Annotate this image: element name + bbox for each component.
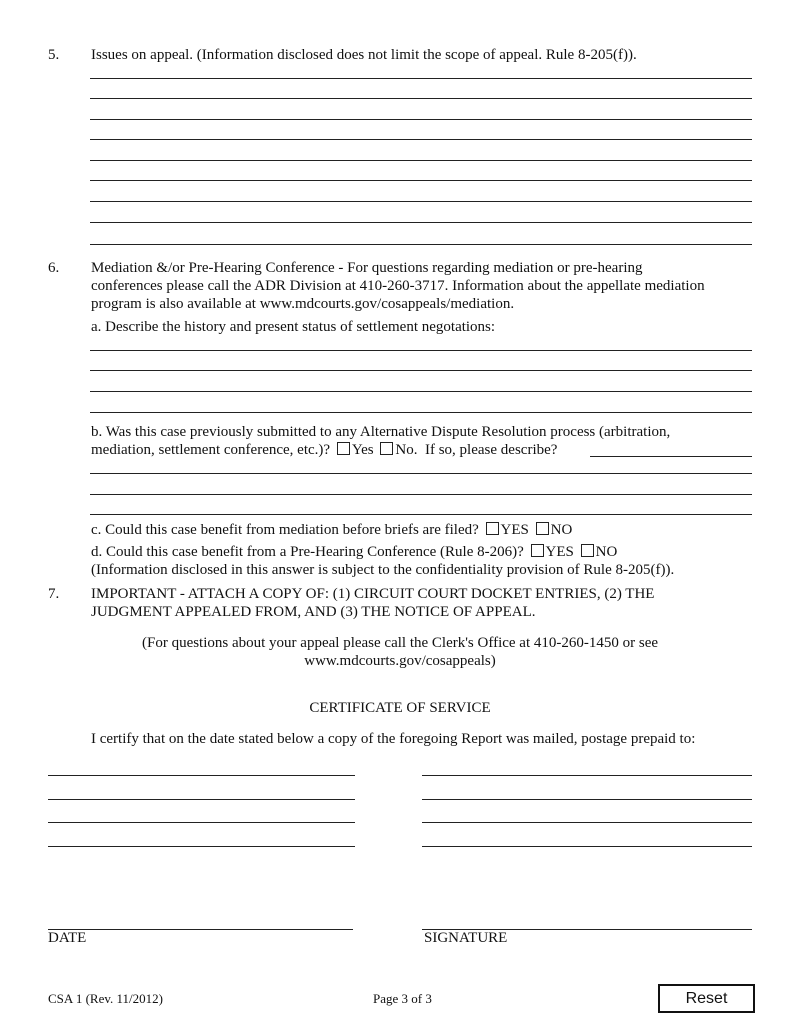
adr-no-checkbox[interactable]: [380, 442, 393, 455]
certificate-title: CERTIFICATE OF SERVICE: [309, 700, 491, 716]
question-6d: [91, 543, 617, 561]
question-6d-text: d. Could this case benefit from a Pre-Hearing Conference (Rule 8-206)?: [91, 544, 524, 560]
section-5-number: 5.: [48, 47, 60, 63]
date-label: DATE: [48, 930, 87, 946]
page-number: Page 3 of 3: [373, 991, 432, 1006]
adr-describe-label: If so, please describe?: [424, 442, 558, 458]
date-field[interactable]: [48, 929, 353, 930]
section-7-number: 7.: [48, 586, 60, 602]
question-6b-line1: b. Was this case previously submitted to any Alternative Dispute Resolution process (arbitration,: [91, 424, 671, 440]
mediation-yes-label: YES: [500, 522, 529, 538]
prehearing-no-checkbox[interactable]: [581, 544, 594, 557]
mediation-yes-checkbox[interactable]: [486, 522, 499, 535]
adr-no-label: No.: [395, 442, 418, 458]
form-id: CSA 1 (Rev. 11/2012): [48, 991, 163, 1006]
clerk-note-line1: (For questions about your appeal please call the Clerk's Office at 410-260-1450 or see: [141, 635, 659, 651]
question-6c-text: c. Could this case benefit from mediation before briefs are filed?: [91, 522, 479, 538]
section-5-heading: Issues on appeal. (Information disclosed does not limit the scope of appeal. Rule 8-205(f)).: [91, 47, 637, 63]
section-6-line1: Mediation &/or Pre-Hearing Conference - For questions regarding mediation or pre-hearing: [91, 260, 643, 276]
question-6c: [91, 521, 572, 539]
adr-yes-checkbox[interactable]: [337, 442, 350, 455]
section-6-line3: program is also available at www.mdcourts.gov/cosappeals/mediation.: [91, 296, 515, 312]
confidentiality-note: (Information disclosed in this answer is subject to the confidentiality provision of Rule 8-205(f)).: [91, 562, 675, 578]
signature-label: SIGNATURE: [424, 930, 508, 946]
clerk-note-line2: www.mdcourts.gov/cosappeals): [304, 653, 496, 669]
adr-yes-label: Yes: [351, 442, 374, 458]
reset-button[interactable]: Reset: [658, 984, 755, 1013]
prehearing-yes-checkbox[interactable]: [531, 544, 544, 557]
prehearing-no-label: NO: [595, 544, 618, 560]
question-6b-line2: [91, 441, 557, 459]
section-6-number: 6.: [48, 260, 60, 276]
prehearing-yes-label: YES: [545, 544, 574, 560]
mediation-no-checkbox[interactable]: [536, 522, 549, 535]
question-6b-text: mediation, settlement conference, etc.)?: [91, 442, 331, 458]
adr-describe-field-inline[interactable]: [590, 456, 752, 457]
section-7-line2: JUDGMENT APPEALED FROM, AND (3) THE NOTICE OF APPEAL.: [91, 604, 536, 620]
question-6a: a. Describe the history and present status of settlement negotations:: [91, 319, 496, 335]
mediation-no-label: NO: [550, 522, 573, 538]
certificate-text: I certify that on the date stated below a copy of the foregoing Report was mailed, postage prepaid to:: [91, 731, 696, 747]
section-6-line2: conferences please call the ADR Division at 410-260-3717. Information about the appellate mediation: [91, 278, 705, 294]
section-7-line1: IMPORTANT - ATTACH A COPY OF: (1) CIRCUIT COURT DOCKET ENTRIES, (2) THE: [91, 586, 655, 602]
